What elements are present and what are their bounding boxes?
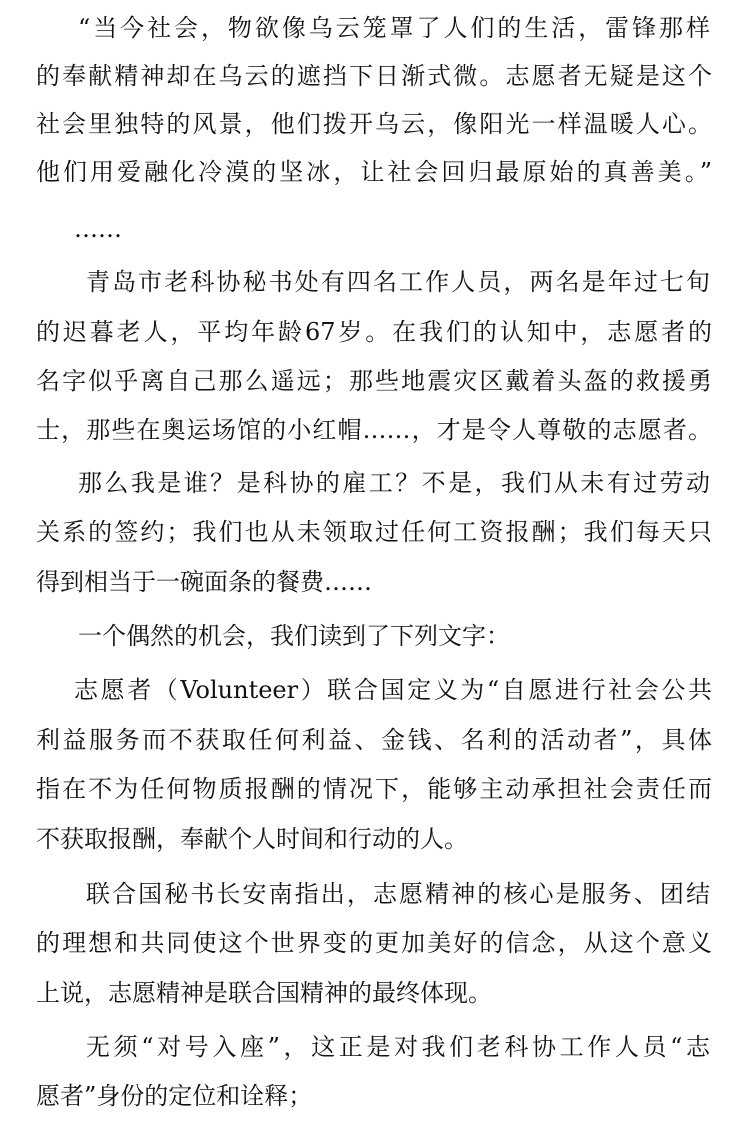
paragraph-2-line-4: 士，那些在奥运场馆的小红帽……，才是令人尊敬的志愿者。: [36, 416, 712, 444]
paragraph-1-line-4: 他们用爱融化冷漠的坚冰，让社会回归最原始的真善美。”: [36, 158, 712, 186]
paragraph-5-line-1: 志愿者（Volunteer）联合国定义为“自愿进行社会公共: [74, 676, 712, 704]
paragraph-7-line-1: 无须“对号入座”，这正是对我们老科协工作人员“志: [86, 1033, 710, 1061]
paragraph-3-line-2: 关系的签约；我们也从未领取过任何工资报酬；我们每天只: [36, 518, 712, 546]
paragraph-2-line-3: 名字似乎离自己那么遥远；那些地震灾区戴着头盔的救援勇: [36, 367, 712, 395]
paragraph-5-line-4: 不获取报酬，奉献个人时间和行动的人。: [36, 825, 468, 853]
paragraph-2-line-2: 的迟暮老人，平均年龄67岁。在我们的认知中，志愿者的: [36, 318, 712, 346]
paragraph-4-line-1: 一个偶然的机会，我们读到了下列文字：: [78, 622, 510, 650]
paragraph-1-line-3: 社会里独特的风景，他们拨开乌云，像阳光一样温暖人心。: [36, 110, 712, 138]
paragraph-6-line-2: 的理想和共同使这个世界变的更加美好的信念，从这个意义: [36, 929, 712, 957]
paragraph-1-line-1: “当今社会，物欲像乌云笼罩了人们的生活，雷锋那样: [78, 14, 710, 42]
paragraph-3-line-1: 那么我是谁？是科协的雇工？不是，我们从未有过劳动: [78, 469, 710, 497]
paragraph-5-line-3: 指在不为任何物质报酬的情况下，能够主动承担社会责任而: [36, 775, 712, 803]
paragraph-2-line-1: 青岛市老科协秘书处有四名工作人员，两名是年过七旬: [86, 268, 710, 296]
paragraph-3-line-3: 得到相当于一碗面条的餐费……: [36, 568, 372, 596]
paragraph-7-line-2: 愿者”身份的定位和诠释；: [36, 1082, 313, 1110]
paragraph-5-line-2: 利益服务而不获取任何利益、金钱、名利的活动者”，具体: [36, 726, 712, 754]
paragraph-6-line-1: 联合国秘书长安南指出，志愿精神的核心是服务、团结: [86, 880, 710, 908]
paragraph-1-line-2: 的奉献精神却在乌云的遮挡下日渐式微。志愿者无疑是这个: [36, 62, 712, 90]
paragraph-6-line-3: 上说，志愿精神是联合国精神的最终体现。: [36, 979, 492, 1007]
ellipsis-line: ……: [74, 215, 122, 243]
